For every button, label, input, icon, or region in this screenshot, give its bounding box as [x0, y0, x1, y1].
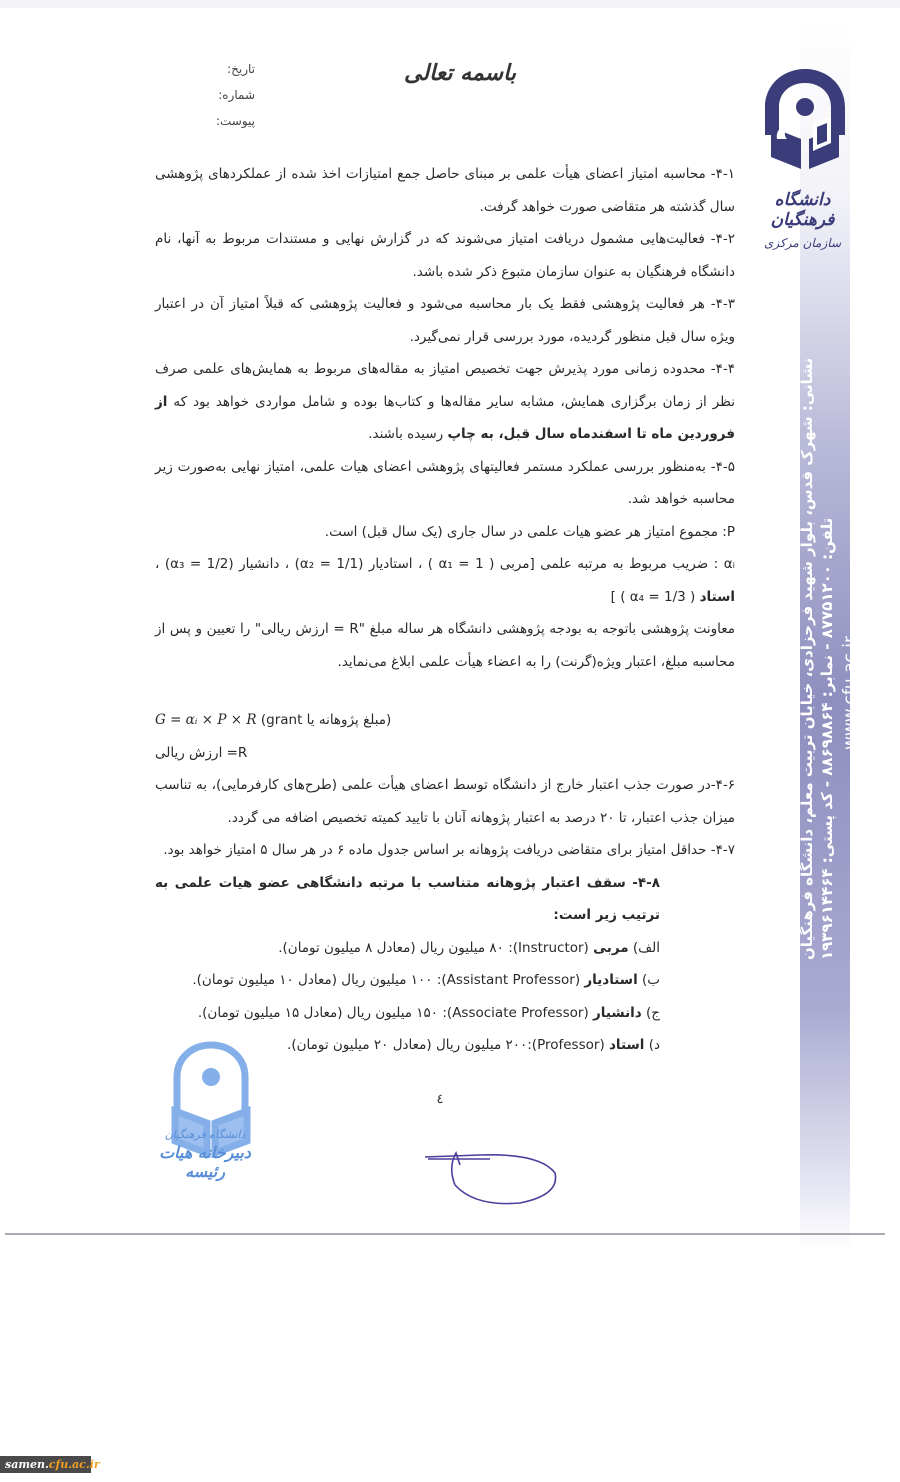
rank-amount: : ۱۵۰ میلیون ریال (معادل ۱۵ میلیون تومان). [197, 1004, 447, 1021]
document-body [155, 158, 735, 1062]
rank-item [155, 964, 735, 997]
rank-name: دانشیار [593, 1004, 642, 1021]
stamp-line-1: دانشگاه فرهنگیان [164, 1128, 246, 1141]
rank-name: مربی [593, 939, 629, 956]
formula-expression: G = αᵢ × P × R [155, 712, 257, 728]
sidebar-contact [790, 357, 870, 960]
clause-4-3: ۴-۳- هر فعالیت پژوهشی فقط یک بار محاسبه می‌شود و فعالیت پژوهشی که قبلاً امتیاز آن در اعتبار ویژه سال قبل منظور گردیده، مورد بررسی قرار نمی‌گیرد. [155, 296, 735, 345]
alpha-professor-value: ( α₄ = 1/3 ) ] [610, 588, 700, 605]
rank-english: (Associate Professor) [446, 1004, 593, 1021]
university-logo-icon [755, 65, 855, 175]
stamp-text [150, 1128, 260, 1181]
clause-4-4-end: رسیده باشند. [368, 426, 448, 442]
site-watermark [0, 1456, 100, 1473]
rank-prefix: ج) [641, 1004, 660, 1021]
rank-amount: : ۱۰۰ میلیون ریال (معادل ۱۰ میلیون تومان). [192, 972, 442, 988]
rank-prefix: الف) [628, 939, 660, 956]
letter-meta [190, 56, 255, 134]
definition-r: معاونت پژوهشی باتوجه به بودجه پژوهشی دانشگاه هر ساله مبلغ "R = ارزش ریالی" را تعیین و پس از محاسبه مبلغ، اعتبار ویژه(گرنت) را به اعضاء هیأت علمی ابلاغ می‌نماید. [155, 621, 735, 670]
alpha-professor: استاد [699, 588, 735, 605]
university-name: دانشگاه فرهنگیان [770, 190, 835, 230]
footer-divider [5, 1233, 885, 1235]
logo-caption [745, 190, 860, 250]
attachment-label: پیوست: [215, 114, 255, 128]
rank-name: استادیار [584, 972, 638, 988]
page-number: ٤ [436, 1092, 444, 1107]
definition-p: P: مجموع امتیاز هر عضو هیات علمی در سال جاری (یک سال قبل) است. [324, 523, 735, 540]
sidebar-address: نشانی: شهرک قدس، بلوار شهید فرحزادی، خیابان تربیت معلم، دانشگاه فرهنگیان [798, 357, 816, 960]
stamp-line-2: دبیرخانه هیات رئیسه [159, 1143, 251, 1181]
grant-formula [155, 704, 735, 737]
document-heading: باسمه تعالی [404, 60, 516, 86]
definition-alpha [155, 548, 735, 613]
rank-amount: : ۸۰ میلیون ریال (معادل ۸ میلیون تومان). [278, 939, 513, 956]
rank-english: (Instructor) [512, 939, 594, 956]
watermark-text: samen. [5, 1458, 49, 1471]
rank-prefix: ب) [637, 972, 660, 988]
watermark-domain: cfu.ac.ir [48, 1458, 100, 1471]
rank-prefix: د) [644, 1037, 660, 1053]
clause-4-4-text: ۴-۴- محدوده زمانی مورد پذیرش جهت تخصیص امتیاز به مقاله‌های مربوط به همایش‌های علمی صرف نظر از زمان برگزاری همایش، مشابه سایر مقاله‌ها و کتاب‌ها بوده و شامل مواردی خواهد بود که [155, 361, 735, 410]
clause-4-4-emphasis: از فروردین ماه تا اسفندماه سال قبل، به چاپ [155, 393, 735, 442]
clause-4-4 [155, 353, 735, 451]
clause-4-5: ۴-۵- به‌منظور بررسی عملکرد مستمر فعالیتهای پژوهشی اعضای هیات علمی، امتیاز نهایی به‌صورت زیر محاسبه خواهد شد. [155, 458, 735, 507]
scan-top-edge [0, 0, 900, 8]
date-label: تاریخ: [227, 62, 255, 76]
rank-english: (Assistant Professor) [441, 972, 585, 988]
alpha-text: αᵢ : ضریب مربوط به مرتبه علمی [مربی ( α₁ = 1 ) ، استادیار (α₂ = 1/1) ، دانشیار (α₃ = 1/2) ، [155, 556, 735, 572]
signature-icon [420, 1145, 570, 1215]
university-subtitle: سازمان مرکزی [764, 236, 841, 250]
clause-4-1: ۴-۱- محاسبه امتیاز اعضای هیأت علمی بر مبنای حاصل جمع امتیازات اخذ شده از عملکردهای پژوهشی سال گذشته هر متقاضی صورت خواهد گرفت. [155, 166, 735, 215]
clause-4-8: ۴-۸- سقف اعتبار پژوهانه متناسب با مرتبه دانشگاهی عضو هیات علمی به ترتیب زیر است: [155, 874, 660, 923]
rank-name: استاد [609, 1037, 645, 1053]
rank-english: (Professor) [531, 1037, 609, 1053]
sidebar-website: www.cfu.ac.ir [840, 636, 860, 750]
rank-item [155, 932, 735, 965]
clause-4-2: ۴-۲- فعالیت‌هایی مشمول دریافت امتیاز می‌شوند که در گزارش نهایی و مستندات مربوط به آنها، نام دانشگاه فرهنگیان به عنوان سازمان متبوع ذکر شده باشد. [155, 231, 735, 280]
clause-4-6: ۴-۶-در صورت جذب اعتبار خارج از دانشگاه توسط اعضای هیأت علمی (طرح‌های کارفرمایی)، به تناسب میزان جذب اعتبار، تا ۲۰ درصد به اعتبار پژوهانه آنان با تایید کمیته تخصیص اضافه می گردد. [155, 777, 735, 826]
clause-4-7: ۴-۷- حداقل امتیاز برای متقاضی دریافت پژوهانه بر اساس جدول ماده ۶ در هر سال ۵ امتیاز خواهد بود. [163, 842, 735, 858]
sidebar-phone: تلفن: ۸۷۷۵۱۲۰۰ - نمابر: ۸۸۶۹۸۸۶۴ - کد پستی: ۱۹۳۹۶۱۴۴۶۴ [818, 517, 836, 960]
rank-item [155, 997, 735, 1030]
formula-note: (مبلغ پژوهانه یا grant) [260, 712, 392, 728]
number-label: شماره: [218, 88, 255, 102]
rank-amount: :۲۰۰ میلیون ریال (معادل ۲۰ میلیون تومان). [287, 1037, 532, 1053]
rial-value-note: R= ارزش ریالی [155, 744, 248, 761]
